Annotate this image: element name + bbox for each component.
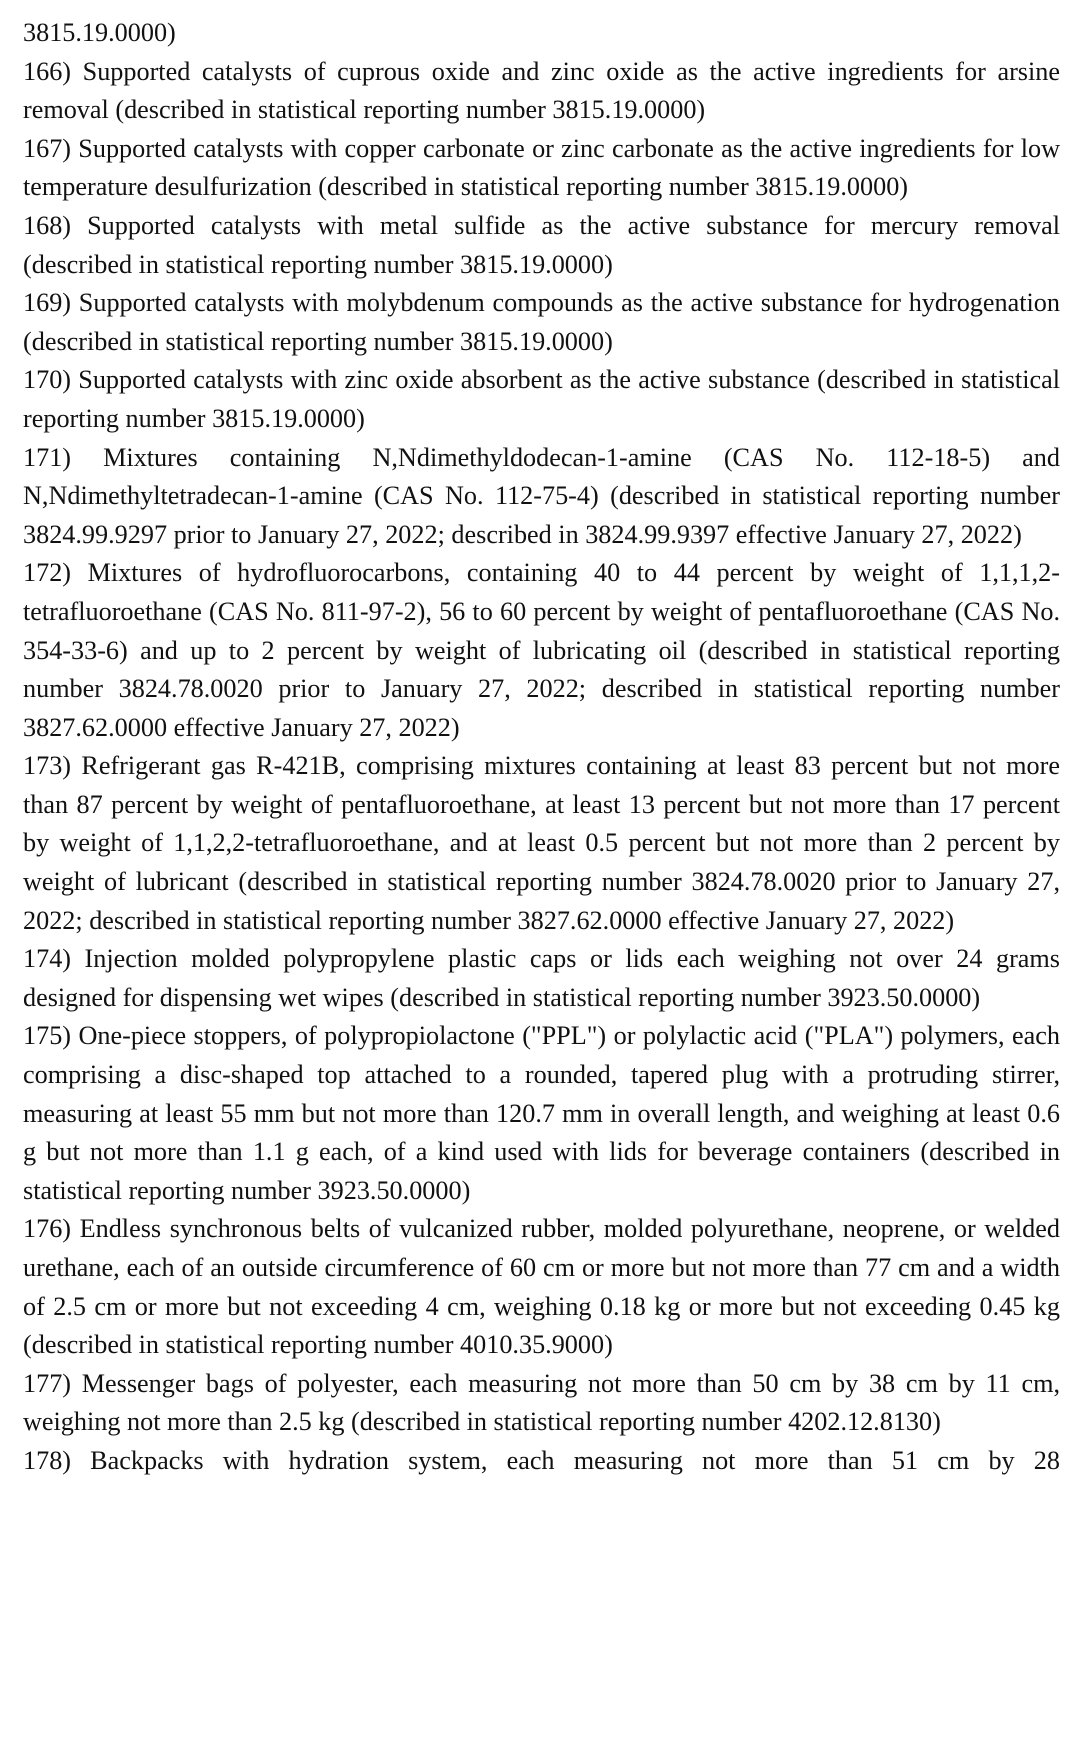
list-item-167: 167) Supported catalysts with copper carbonate or zinc carbonate as the active ingredients for low temperature desulfurization (described in statistical reporting number 3815.19.0000) xyxy=(23,133,1060,202)
list-item-176: 176) Endless synchronous belts of vulcanized rubber, molded polyurethane, neoprene, or welded urethane, each of an outside circumference of 60 cm or more but not more than 77 cm and a width of 2.5 cm or more but not exceeding 4 cm, weighing 0.18 kg or more but not exceeding 0.45 kg (described in statistical reporting number 4010.35.9000) xyxy=(23,1214,1060,1360)
list-item-173: 173) Refrigerant gas R-421B, comprising mixtures containing at least 83 percent but not more than 87 percent by weight of pentafluoroethane, at least 13 percent but not more than 17 percent by weight of 1,1,2,2-tetrafluoroethane, and at least 0.5 percent but not more than 2 percent by weight of lubricant (described in statistical reporting number 3824.78.0020 prior to January 27, 2022; described in statistical reporting number 3827.62.0000 effective January 27, 2022) xyxy=(23,751,1060,935)
continuation-text: 3815.19.0000) xyxy=(23,18,176,47)
list-item-175: 175) One-piece stoppers, of polypropiolactone ("PPL") or polylactic acid ("PLA") polymers, each comprising a disc-shaped top attached to a rounded, tapered plug with a protruding stirrer, measuring at least 55 mm but not more than 120.7 mm in overall length, and weighing at least 0.6 g but not more than 1.1 g each, of a kind used with lids for beverage containers (described in statistical reporting number 3923.50.0000) xyxy=(23,1021,1060,1205)
list-item-171: 171) Mixtures containing N,Ndimethyldodecan-1-amine (CAS No. 112-18-5) and N,Ndimethyltetradecan-1-amine (CAS No. 112-75-4) (described in statistical reporting number 3824.99.9297 prior to January 27, 2022; described in 3824.99.9397 effective January 27, 2022) xyxy=(23,442,1060,549)
list-item-174: 174) Injection molded polypropylene plastic caps or lids each weighing not over 24 grams designed for dispensing wet wipes (described in statistical reporting number 3923.50.0000) xyxy=(23,944,1060,1012)
list-item-170: 170) Supported catalysts with zinc oxide absorbent as the active substance (described in statistical reporting number 3815.19.0000) xyxy=(23,365,1060,433)
list-item-168: 168) Supported catalysts with metal sulfide as the active substance for mercury removal (described in statistical reporting number 3815.19.0000) xyxy=(23,210,1060,279)
list-item-172: 172) Mixtures of hydrofluorocarbons, containing 40 to 44 percent by weight of 1,1,1,2- tetrafluoroethane (CAS No. 811-97-2), 56 to 60 percent by weight of pentafluoroethane (CAS No. 354-33-6) and up to 2 percent by weight of lubricating oil (described in statistical reporting number 3824.78.0020 prior to January 27, 2022; described in statistical reporting number 3827.62.0000 effective January 27, 2022) xyxy=(23,558,1060,742)
list-item-169: 169) Supported catalysts with molybdenum compounds as the active substance for hydrogenation (described in statistical reporting number 3815.19.0000) xyxy=(23,288,1060,356)
list-item-178-partial: 178) Backpacks with hydration system, each measuring not more than 51 cm by 28 xyxy=(23,1445,1060,1475)
list-item-166: 166) Supported catalysts of cuprous oxide and zinc oxide as the active ingredients for arsine removal (described in statistical reporting number 3815.19.0000) xyxy=(23,56,1060,125)
list-item-177: 177) Messenger bags of polyester, each measuring not more than 50 cm by 38 cm by 11 cm, weighing not more than 2.5 kg (described in statistical reporting number 4202.12.8130) xyxy=(23,1368,1060,1437)
